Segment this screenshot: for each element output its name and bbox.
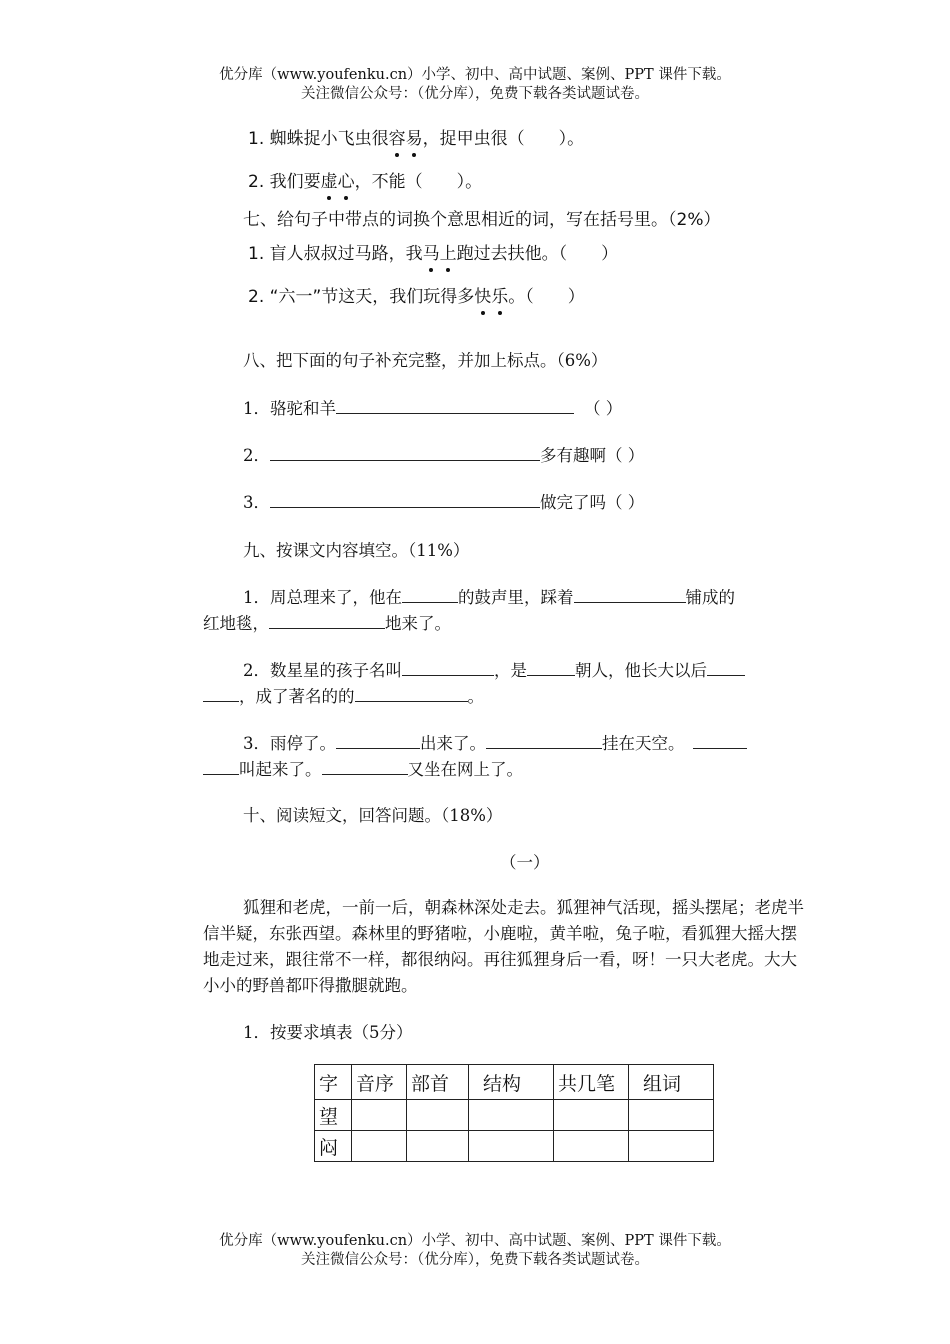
item-text-post: ，不能（ ）。 xyxy=(354,172,483,192)
sec7-item-2 xyxy=(248,282,585,307)
fill-text: 的鼓声里，踩着 xyxy=(458,588,574,607)
dotted-char: 虚 xyxy=(321,167,338,192)
reading-passage: 狐狸和老虎，一前一后，朝森林深处走去。狐狸神气活现，摇头摆尾；老虎半信半疑，东张西望。森林里的野猪啦，小鹿啦，黄羊啦，兔子啦，看狐狸大摇大摆地走过来，跟往常不一样，都很纳闷。再往狐狸身后一看，呀！一只大老虎。大大小小的野兽都吓得撒腿就跑。 xyxy=(203,898,804,995)
sec9-p3-line1 xyxy=(243,730,747,754)
table-cell[interactable] xyxy=(407,1131,469,1162)
dotted-char: 容 xyxy=(389,124,406,149)
table-header-cell: 结构 xyxy=(469,1065,554,1100)
fill-text: 2．数星星的孩子名叫 xyxy=(243,661,402,680)
sec9-p1-line1 xyxy=(243,584,735,608)
dotted-char: 乐 xyxy=(491,282,508,307)
footer-line-2: 关注微信公众号：（优分库），免费下载各类试题试卷。 xyxy=(301,1252,649,1268)
fill-text: 铺成的 xyxy=(685,588,735,607)
fill-text: 地来了。 xyxy=(385,614,451,633)
answer-blank[interactable] xyxy=(355,686,468,702)
item-text-pre: 盲人叔叔过马路，我 xyxy=(269,244,423,264)
fill-text: ，成了著名的的 xyxy=(239,687,355,706)
fill-text: 出来了。 xyxy=(420,734,486,753)
table-cell: 闷 xyxy=(315,1131,352,1162)
answer-blank[interactable] xyxy=(527,660,575,676)
fill-text: 挂在天空。 xyxy=(602,734,685,753)
answer-blank[interactable] xyxy=(322,759,408,775)
fill-text: 朝人，他长大以后 xyxy=(575,661,707,680)
answer-blank[interactable] xyxy=(707,660,745,676)
answer-blank[interactable] xyxy=(270,492,540,508)
item-text-pre: 蜘蛛捉小飞虫很 xyxy=(269,129,389,149)
table-header-cell: 共几笔 xyxy=(554,1065,629,1100)
dotted-char: 马 xyxy=(423,239,440,264)
sec9-p2-line2 xyxy=(203,683,484,707)
table-header-cell: 组词 xyxy=(629,1065,714,1100)
sec9-title: 九、按课文内容填空。（11%） xyxy=(243,541,470,560)
sec9-p3-line2 xyxy=(203,756,523,780)
sec8-title: 八、把下面的句子补充完整，并加上标点。（6%） xyxy=(243,351,608,370)
item-number: 1． xyxy=(243,399,270,418)
item-text-pre: 我们要 xyxy=(269,172,321,192)
table-cell[interactable] xyxy=(629,1100,714,1131)
table-cell[interactable] xyxy=(554,1131,629,1162)
fill-text: 又坐在网上了。 xyxy=(407,760,523,779)
punctuation-bracket: （ ） xyxy=(584,399,623,418)
item-number: 3． xyxy=(243,493,270,512)
fill-text: ，是 xyxy=(494,661,527,680)
sec10-question-1: 1．按要求填表（5分） xyxy=(243,1023,413,1042)
fill-text: 叫起来了。 xyxy=(239,760,322,779)
dotted-char: 上 xyxy=(440,239,457,264)
answer-blank[interactable] xyxy=(270,445,540,461)
item-number: 2. xyxy=(248,172,265,192)
table-cell[interactable] xyxy=(352,1131,407,1162)
dotted-char: 心 xyxy=(338,167,355,192)
item-text: 做完了吗 xyxy=(540,493,606,512)
sec10-subtitle: （一） xyxy=(500,853,550,872)
table-cell[interactable] xyxy=(407,1100,469,1131)
table-cell[interactable] xyxy=(629,1131,714,1162)
table-header-row xyxy=(315,1065,714,1100)
answer-blank[interactable] xyxy=(402,587,458,603)
table-header-cell: 音序 xyxy=(352,1065,407,1100)
punctuation-bracket: （ ） xyxy=(606,446,645,465)
answer-blank[interactable] xyxy=(336,733,420,749)
item-number: 2. xyxy=(248,287,265,307)
answer-blank[interactable] xyxy=(574,587,686,603)
footer-line-1: 优分库（www.youfenku.cn）小学、初中、高中试题、案例、PPT 课件下载。 xyxy=(219,1233,731,1249)
fill-text: 3．雨停了。 xyxy=(243,734,336,753)
answer-blank[interactable] xyxy=(402,660,494,676)
item-number: 1. xyxy=(248,244,265,264)
table-row xyxy=(315,1100,714,1131)
punctuation-bracket: （ ） xyxy=(606,493,645,512)
answer-blank[interactable] xyxy=(203,686,239,702)
sec9-p1-line2 xyxy=(203,610,451,634)
item-number: 1. xyxy=(248,129,265,149)
answer-blank[interactable] xyxy=(336,398,574,414)
sec7-item-1 xyxy=(248,239,618,264)
table-cell[interactable] xyxy=(469,1131,554,1162)
answer-blank[interactable] xyxy=(693,733,747,749)
sec7-title: 七、给句子中带点的词换个意思相近的词，写在括号里。（2%） xyxy=(243,210,721,230)
fill-text: 1．周总理来了，他在 xyxy=(243,588,402,607)
fill-text: 。 xyxy=(467,687,484,706)
table-cell[interactable] xyxy=(352,1100,407,1131)
sec8-item-2 xyxy=(243,442,644,466)
answer-blank[interactable] xyxy=(269,613,385,629)
sec6-item-1 xyxy=(248,124,584,149)
table-header-cell: 部首 xyxy=(407,1065,469,1100)
item-number: 2． xyxy=(243,446,270,465)
item-text-post: 跑过去扶他。（ ） xyxy=(456,244,619,264)
answer-blank[interactable] xyxy=(203,759,239,775)
table-row xyxy=(315,1131,714,1162)
fill-in-table xyxy=(314,1064,714,1162)
answer-blank[interactable] xyxy=(486,733,602,749)
sec8-item-3 xyxy=(243,489,644,513)
table-cell[interactable] xyxy=(469,1100,554,1131)
table-header-cell: 字 xyxy=(315,1065,352,1100)
dotted-char: 易 xyxy=(406,124,423,149)
table-cell: 望 xyxy=(315,1100,352,1131)
item-text: 多有趣啊 xyxy=(540,446,606,465)
item-text: 骆驼和羊 xyxy=(270,399,336,418)
item-text-post: ，捉甲虫很（ ）。 xyxy=(422,129,585,149)
sec6-item-2 xyxy=(248,167,482,192)
sec8-item-1 xyxy=(243,395,622,419)
header-line-2: 关注微信公众号：（优分库），免费下载各类试题试卷。 xyxy=(301,86,649,102)
header-line-1: 优分库（www.youfenku.cn）小学、初中、高中试题、案例、PPT 课件下载。 xyxy=(219,67,731,83)
table-cell[interactable] xyxy=(554,1100,629,1131)
item-text-pre: “六一”节这天，我们玩得多 xyxy=(269,287,475,307)
sec10-title: 十、阅读短文，回答问题。（18%） xyxy=(243,806,503,825)
item-text-post: 。（ ） xyxy=(508,287,585,307)
sec9-p2-line1 xyxy=(243,657,745,681)
dotted-char: 快 xyxy=(474,282,491,307)
fill-text: 红地毯， xyxy=(203,614,269,633)
